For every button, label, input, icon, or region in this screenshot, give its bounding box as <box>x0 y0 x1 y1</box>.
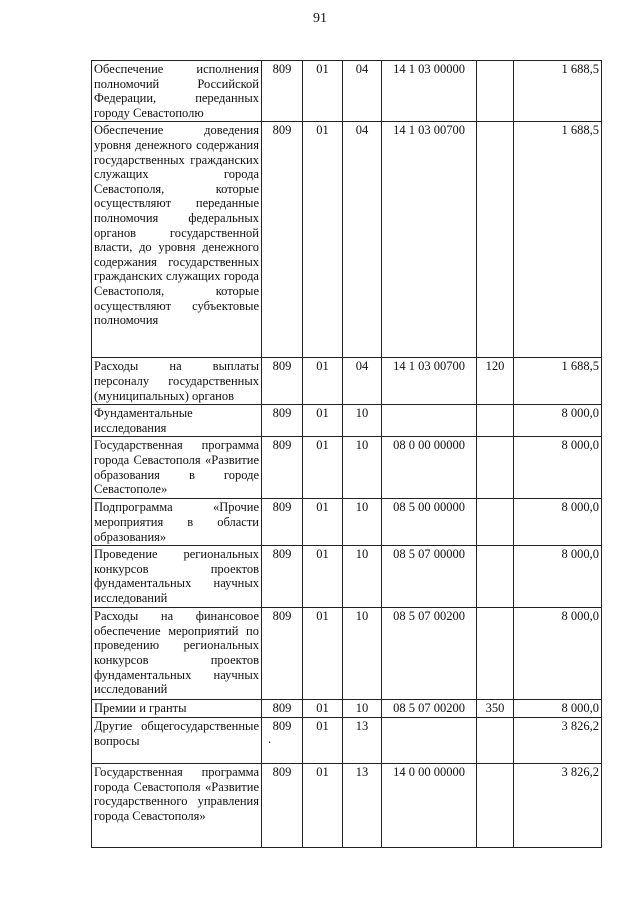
target-article-cell-text: 14 0 00 00000 <box>393 765 465 780</box>
ministry-code-cell-text: 809 <box>272 701 292 716</box>
row-name-cell-text: Расходы на финансовое обеспечение мероприятий по проведению региональных конкурсов проектов фундаментальных научных исследований <box>94 609 259 697</box>
subsection-code-cell <box>343 546 382 608</box>
section-code-cell <box>303 764 343 848</box>
target-article-cell <box>382 718 477 764</box>
amount-cell-text: 3 826,2 <box>561 765 599 780</box>
target-article-cell-text: 08 5 07 00200 <box>393 701 465 716</box>
amount-cell <box>514 358 602 405</box>
page-number: 91 <box>313 11 327 26</box>
expense-type-cell-text: 350 <box>485 701 505 716</box>
section-code-cell-text: 01 <box>316 359 329 374</box>
amount-cell <box>514 122 602 358</box>
table-row <box>92 546 602 608</box>
ministry-code-cell <box>262 499 303 546</box>
row-name-cell-text: Обеспечение доведения уровня денежного содержания государственных гражданских служащих города Севастополя, которые осуществляют переданные полномочия федеральных органов государственной власти, до уровня денежного содержания государственных гражданских служащих города Севастополя, которые осуществляют субъектовые полномочия <box>94 123 259 328</box>
table-row <box>92 122 602 358</box>
ministry-code-cell <box>262 358 303 405</box>
amount-cell <box>514 61 602 122</box>
budget-table <box>91 60 602 848</box>
target-article-cell <box>382 405 477 437</box>
ministry-code-cell <box>262 764 303 848</box>
subsection-code-cell <box>343 499 382 546</box>
target-article-cell <box>382 608 477 700</box>
row-name-cell-text: Государственная программа города Севастополя «Развитие образования в городе Севастополе» <box>94 438 259 497</box>
amount-cell-text: 8 000,0 <box>561 701 599 716</box>
table-row <box>92 608 602 700</box>
row-name-cell <box>92 608 262 700</box>
section-code-cell <box>303 358 343 405</box>
expense-type-cell <box>477 358 514 405</box>
table-row <box>92 499 602 546</box>
expense-type-cell-text: 120 <box>485 359 505 374</box>
expense-type-cell <box>477 764 514 848</box>
amount-cell-text: 8 000,0 <box>561 609 599 624</box>
expense-type-cell <box>477 718 514 764</box>
amount-cell <box>514 546 602 608</box>
table-row <box>92 358 602 405</box>
amount-cell-text: 8 000,0 <box>561 406 599 421</box>
row-name-cell <box>92 700 262 718</box>
ministry-code-cell-text: 809 <box>272 438 292 453</box>
ministry-code-cell-text: 809 <box>272 609 292 624</box>
expense-type-cell <box>477 608 514 700</box>
subsection-code-cell-text: 13 <box>355 765 369 780</box>
section-code-cell-text: 01 <box>316 62 329 76</box>
subsection-code-cell-text: 04 <box>355 123 369 138</box>
amount-cell <box>514 764 602 848</box>
ministry-code-cell-text: 809 <box>272 765 292 780</box>
row-name-cell <box>92 546 262 608</box>
row-name-cell-text: Расходы на выплаты персоналу государственных (муниципальных) органов <box>94 359 259 403</box>
target-article-cell-text: 08 5 07 00000 <box>393 547 465 562</box>
subsection-code-cell-text: 10 <box>355 406 369 421</box>
row-name-cell <box>92 405 262 437</box>
target-article-cell <box>382 764 477 848</box>
ministry-code-cell <box>262 718 303 764</box>
ministry-code-cell <box>262 700 303 718</box>
amount-cell <box>514 437 602 499</box>
section-code-cell <box>303 61 343 122</box>
subsection-code-cell <box>343 608 382 700</box>
row-name-cell-text: Премии и гранты <box>94 701 187 716</box>
amount-cell-text: 1 688,5 <box>561 62 599 76</box>
row-name-cell-text: Фундаментальные исследования <box>94 406 193 435</box>
ministry-code-cell-text: 809 <box>272 123 292 138</box>
subsection-code-cell-text: 10 <box>355 500 369 515</box>
subsection-code-cell <box>343 437 382 499</box>
row-name-cell-text: Государственная программа города Севастополя «Развитие государственного управления города Севастополя» <box>94 765 259 823</box>
subsection-code-cell <box>343 405 382 437</box>
subsection-code-cell <box>343 358 382 405</box>
amount-cell-text: 8 000,0 <box>561 547 599 562</box>
expense-type-cell <box>477 405 514 437</box>
subsection-code-cell <box>343 61 382 122</box>
expense-type-cell <box>477 61 514 122</box>
ministry-code-cell <box>262 122 303 358</box>
target-article-cell <box>382 358 477 405</box>
target-article-cell <box>382 61 477 122</box>
expense-type-cell <box>477 437 514 499</box>
ministry-code-cell <box>262 61 303 122</box>
subsection-code-cell-text: 10 <box>355 609 369 624</box>
row-name-cell <box>92 122 262 358</box>
target-article-cell-text: 08 5 07 00200 <box>393 609 465 624</box>
section-code-cell-text: 01 <box>316 406 329 421</box>
section-code-cell-text: 01 <box>316 438 329 453</box>
row-name-cell <box>92 499 262 546</box>
target-article-cell-text: 08 5 00 00000 <box>393 500 465 515</box>
table-row <box>92 61 602 122</box>
amount-cell <box>514 718 602 764</box>
amount-cell <box>514 405 602 437</box>
target-article-cell-text: 14 1 03 00700 <box>393 123 465 138</box>
row-name-cell <box>92 437 262 499</box>
amount-cell-text: 8 000,0 <box>561 500 599 515</box>
row-name-cell-text: Проведение региональных конкурсов проектов фундаментальных научных исследований <box>94 547 259 605</box>
section-code-cell-text: 01 <box>316 547 329 562</box>
section-code-cell <box>303 700 343 718</box>
mark-dot: . <box>268 731 272 746</box>
amount-cell-text: 1 688,5 <box>561 123 599 138</box>
ministry-code-cell-text: 809 <box>272 406 292 421</box>
ministry-code-cell-text: 809 <box>272 359 292 374</box>
target-article-cell-text: 14 1 03 00000 <box>393 62 465 76</box>
subsection-code-cell <box>343 700 382 718</box>
table-body <box>92 61 602 848</box>
subsection-code-cell-text: 10 <box>355 547 369 562</box>
row-name-cell-text: Другие общегосударственные вопросы <box>94 719 259 748</box>
section-code-cell <box>303 499 343 546</box>
section-code-cell <box>303 405 343 437</box>
table-row <box>92 764 602 848</box>
subsection-code-cell-text: 10 <box>355 438 369 453</box>
expense-type-cell <box>477 546 514 608</box>
target-article-cell <box>382 700 477 718</box>
subsection-code-cell <box>343 122 382 358</box>
ministry-code-cell <box>262 546 303 608</box>
target-article-cell-text: 08 0 00 00000 <box>393 438 465 453</box>
row-name-cell <box>92 358 262 405</box>
section-code-cell-text: 01 <box>316 719 329 734</box>
section-code-cell-text: 01 <box>316 765 329 780</box>
target-article-cell-text: 14 1 03 00700 <box>393 359 465 374</box>
row-name-cell <box>92 61 262 122</box>
subsection-code-cell-text: 13 <box>355 719 369 734</box>
ministry-code-cell-text: 809 <box>272 719 292 734</box>
table-row <box>92 405 602 437</box>
target-article-cell <box>382 437 477 499</box>
ministry-code-cell-text: 809 <box>272 547 292 562</box>
table-row <box>92 437 602 499</box>
expense-type-cell <box>477 499 514 546</box>
amount-cell <box>514 700 602 718</box>
section-code-cell <box>303 546 343 608</box>
ministry-code-cell <box>262 608 303 700</box>
subsection-code-cell <box>343 764 382 848</box>
section-code-cell-text: 01 <box>316 701 329 716</box>
subsection-code-cell-text: 10 <box>355 701 369 716</box>
amount-cell <box>514 499 602 546</box>
ministry-code-cell <box>262 405 303 437</box>
row-name-cell-text: Подпрограмма «Прочие мероприятия в области образования» <box>94 500 259 544</box>
section-code-cell <box>303 122 343 358</box>
row-name-cell-text: Обеспечение исполнения полномочий Российской Федерации, переданных городу Севастополю <box>94 62 259 120</box>
section-code-cell <box>303 608 343 700</box>
ministry-code-cell-text: 809 <box>272 500 292 515</box>
amount-cell-text: 8 000,0 <box>561 438 599 453</box>
section-code-cell <box>303 437 343 499</box>
section-code-cell-text: 01 <box>316 500 329 515</box>
ministry-code-cell-text: 809 <box>272 62 292 76</box>
target-article-cell <box>382 122 477 358</box>
target-article-cell <box>382 546 477 608</box>
expense-type-cell <box>477 122 514 358</box>
subsection-code-cell-text: 04 <box>355 62 369 76</box>
target-article-cell <box>382 499 477 546</box>
expense-type-cell <box>477 700 514 718</box>
amount-cell-text: 3 826,2 <box>561 719 599 734</box>
amount-cell-text: 1 688,5 <box>561 359 599 374</box>
subsection-code-cell <box>343 718 382 764</box>
section-code-cell <box>303 718 343 764</box>
amount-cell <box>514 608 602 700</box>
subsection-code-cell-text: 04 <box>355 359 369 374</box>
table-row <box>92 718 602 764</box>
ministry-code-cell <box>262 437 303 499</box>
section-code-cell-text: 01 <box>316 609 329 624</box>
section-code-cell-text: 01 <box>316 123 329 138</box>
row-name-cell <box>92 764 262 848</box>
table-row <box>92 700 602 718</box>
row-name-cell <box>92 718 262 764</box>
